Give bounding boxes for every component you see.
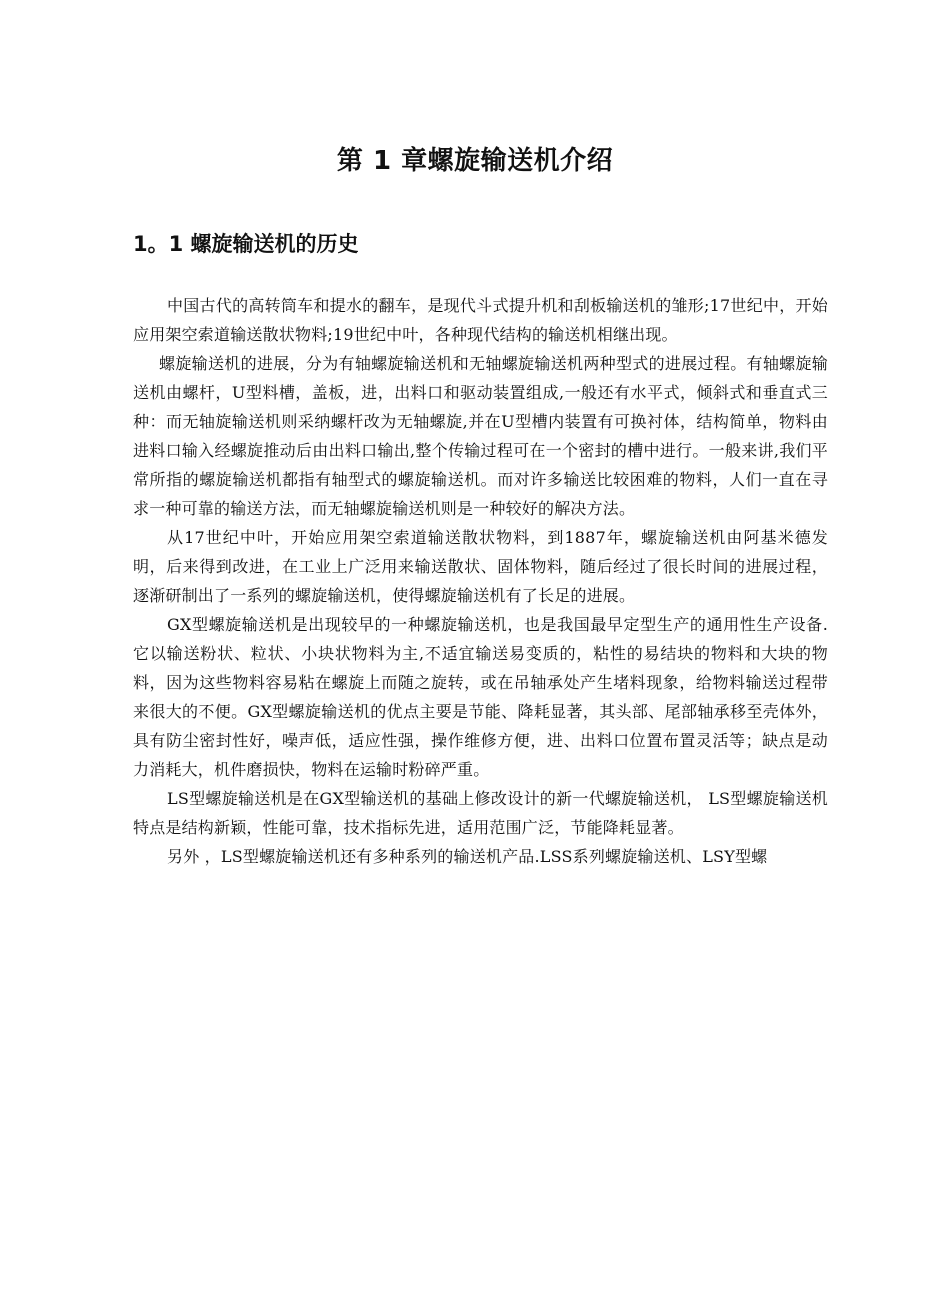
document-body <box>133 291 828 871</box>
chapter-title: 第 1 章螺旋输送机介绍 <box>336 146 614 176</box>
paragraph: GX型螺旋输送机是出现较早的一种螺旋输送机，也是我国最早定型生产的通用性生产设备.它以输送粉状、粒状、小块状物料为主,不适宜输送易变质的，粘性的易结块的物料和大块的物料，因为这些物料容易粘在螺旋上而随之旋转，或在吊轴承处产生堵料现象，给物料输送过程带来很大的不便。GX型螺旋输送机的优点主要是节能、降耗显著，其头部、尾部轴承移至壳体外，具有防尘密封性好，噪声低，适应性强，操作维修方便，进、出料口位置布置灵活等；缺点是动力消耗大，机件磨损快，物料在运输时粉碎严重。 <box>133 615 828 779</box>
paragraph: LS型螺旋输送机是在GX型输送机的基础上修改设计的新一代螺旋输送机， LS型螺旋输送机特点是结构新颖，性能可靠，技术指标先进，适用范围广泛，节能降耗显著。 <box>133 789 828 837</box>
paragraph: 螺旋输送机的进展，分为有轴螺旋输送机和无轴螺旋输送机两种型式的进展过程。有轴螺旋输送机由螺杆，U型料槽，盖板，进，出料口和驱动装置组成,一般还有水平式，倾斜式和垂直式三种：而无轴旋输送机则采纳螺杆改为无轴螺旋,并在U型槽内装置有可换衬体，结构简单，物料由进料口输入经螺旋推动后由出料口输出,整个传输过程可在一个密封的槽中进行。一般来讲,我们平常所指的螺旋输送机都指有轴型式的螺旋输送机。而对许多输送比较困难的物料，人们一直在寻求一种可靠的输送方法，而无轴螺旋输送机则是一种较好的解决方法。 <box>133 354 828 518</box>
paragraph: 中国古代的高转筒车和提水的翻车，是现代斗式提升机和刮板输送机的雏形;17世纪中，开始应用架空索道输送散状物料;19世纪中叶，各种现代结构的输送机相继出现。 <box>133 296 828 344</box>
paragraph: 从17世纪中叶，开始应用架空索道输送散状物料，到1887年，螺旋输送机由阿基米德发明，后来得到改进，在工业上广泛用来输送散状、固体物料，随后经过了很长时间的进展过程，逐渐研制出了一系列的螺旋输送机，使得螺旋输送机有了长足的进展。 <box>133 528 828 605</box>
section-title: 1。1 螺旋输送机的历史 <box>133 232 359 256</box>
paragraph: 另外 ，LS型螺旋输送机还有多种系列的输送机产品.LSS系列螺旋输送机、LSY型螺 <box>167 847 768 866</box>
